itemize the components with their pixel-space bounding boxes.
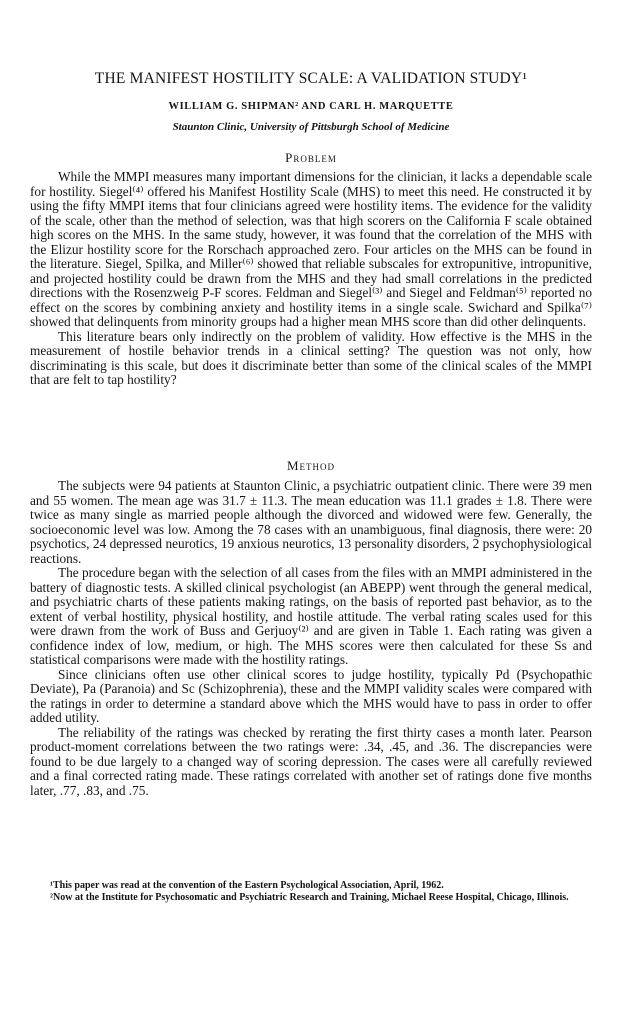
affiliation: Staunton Clinic, University of Pittsburgh School of Medicine (172, 121, 450, 133)
footnote: ¹This paper was read at the convention of the Eastern Psychological Association, April, 1962. (50, 880, 444, 891)
problem-paragraph: This literature bears only indirectly on the problem of validity. How effective is the MHS in the measurement of hostile behavior trends in a clinical setting? The question was not only, how discriminating is this scale, but does it discriminate better than some of the clinical scales of the MMPI that are felt to tap hostility? (30, 328, 592, 387)
section-heading-problem: Problem (285, 150, 337, 165)
method-section-body (30, 479, 592, 798)
method-paragraph: The subjects were 94 patients at Staunton Clinic, a psychiatric outpatient clinic. There were 39 men and 55 women. The mean age was 31.7 ± 11.3. The mean education was 11.1 grades ± 1.8. There were twice as many single as married people although the divorced and widowed were few. Generally, the socioeconomic level was low. Among the 78 cases with an unambiguous, final diagnosis, there were: 20 psychotics, 24 depressed neurotics, 19 anxious neurotics, 13 personality disorders, 2 psychophysiological reactions. (30, 478, 592, 566)
footnotes (30, 880, 592, 904)
section-heading-method: Method (286, 458, 336, 473)
author-line: WILLIAM G. SHIPMAN² AND CARL H. MARQUETTE (168, 101, 454, 112)
method-paragraph: The procedure began with the selection of all cases from the files with an MMPI administered in the battery of diagnostic tests. A skilled clinical psychologist (an ABEPP) went through the general medical, and psychiatric charts of these patients making ratings, on the basis of reported past behavior, as to the extent of verbal hostility, physical hostility, and hostile attitude. The verbal rating scales used for this were drawn from the work of Buss and Gerjuoy⁽²⁾ and are given in Table 1. Each rating was given a confidence index of low, medium, or high. The MHS scores were then calculated for these Ss and statistical comparisons were made with the hostility ratings. (30, 565, 592, 667)
method-paragraph: The reliability of the ratings was checked by rerating the first thirty cases a month later. Pearson product-moment correlations between the two ratings were: .34, .45, and .36. The discrepancies were found to be due largely to a changed way of scoring depression. The cases were all carefully reviewed and a final corrected rating made. These ratings correlated with another set of ratings done five months later, .77, .83, and .75. (30, 724, 592, 798)
problem-section-body (30, 170, 592, 388)
method-paragraph: Since clinicians often use other clinical scores to judge hostility, typically Pd (Psychopathic Deviate), Pa (Paranoia) and Sc (Schizophrenia), these and the MMPI validity scales were compared with the ratings in order to determine a standard above which the MHS would have to pass in order to offer added utility. (30, 666, 592, 725)
problem-paragraph: While the MMPI measures many important dimensions for the clinician, it lacks a dependable scale for hostility. Siegel⁽⁴⁾ offered his Manifest Hostility Scale (MHS) to meet this need. He constructed it by using the fifty MMPI items that four clinicians agreed were hostility items. The evidence for the validity of the scale, other than the method of selection, was that high scorers on the California F scale obtained high scores on the MHS. In the same study, however, it was found that the correlation of the MHS with the Elizur hostility score for the Rorschach approached zero. Four articles on the MHS can be found in the literature. Siegel, Spilka, and Miller⁽⁶⁾ showed that reliable subscales for extropunitive, intropunitive, and projected hostility could be drawn from the MHS and they had small correlations in the predicted directions with the Rosenzweig P-F scores. Feldman and Siegel⁽³⁾ and Siegel and Feldman⁽⁵⁾ reported no effect on the scores by combining anxiety and hostility items in a single scale. Swichard and Spilka⁽⁷⁾ showed that delinquents from minority groups had a higher mean MHS score than did other delinquents. (30, 169, 592, 329)
footnote: ²Now at the Institute for Psychosomatic and Psychiatric Research and Training, Michael Reese Hospital, Chicago, Illinois. (50, 892, 569, 903)
paper-title: THE MANIFEST HOSTILITY SCALE: A VALIDATION STUDY¹ (94, 70, 528, 87)
